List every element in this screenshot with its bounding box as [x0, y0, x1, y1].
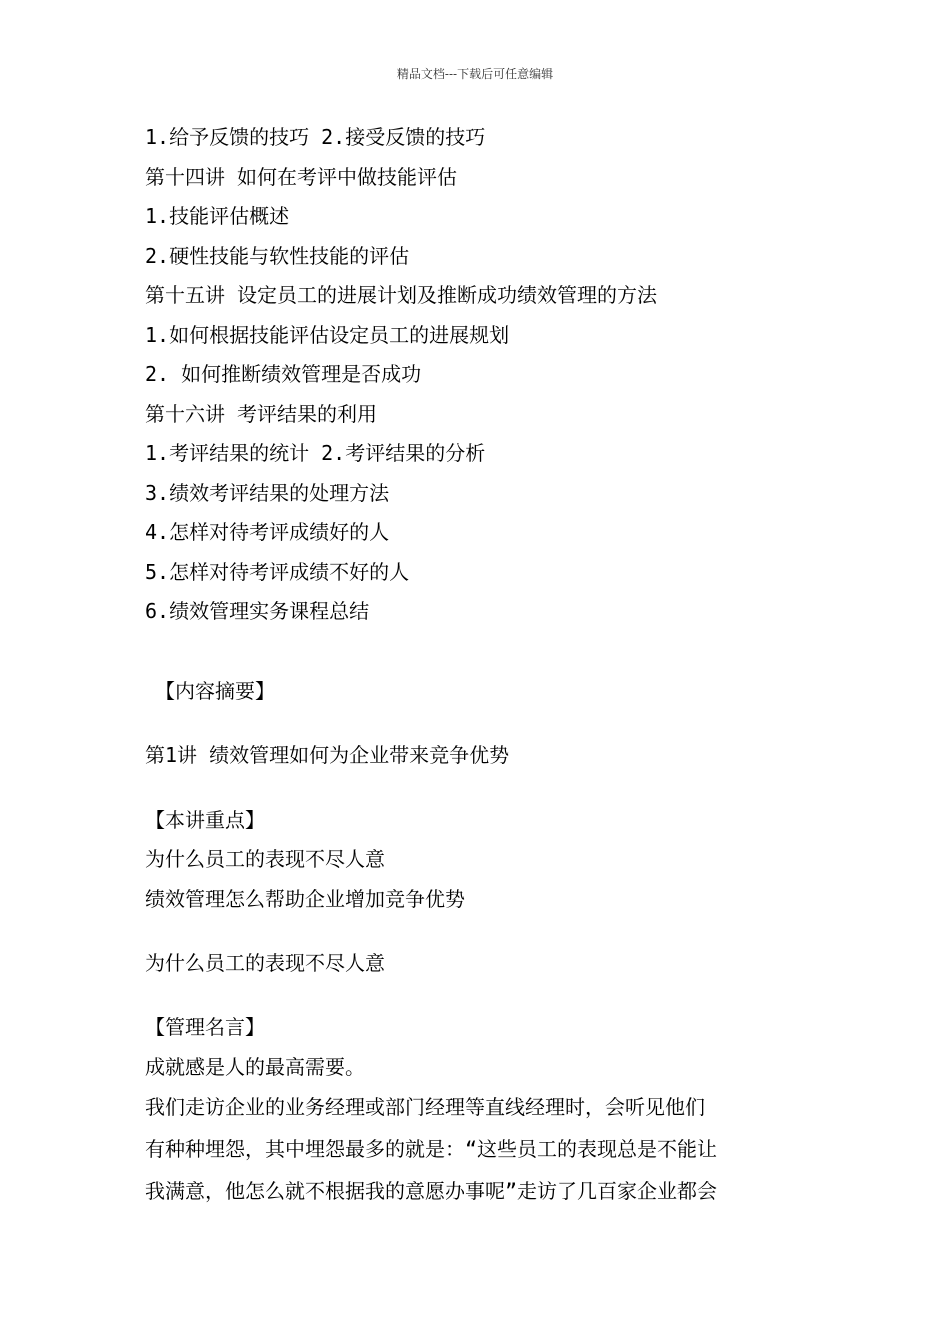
outline-item-9: 5.怎样对待考评成绩不好的人	[145, 560, 410, 584]
page-header: 精品文档---下载后可任意编辑	[396, 67, 554, 81]
outline-item-1: 1.给予反馈的技巧 2.接受反馈的技巧	[145, 125, 486, 149]
lecture-16-title: 第十六讲 考评结果的利用	[145, 402, 378, 426]
paragraph-line-3: 我满意，他怎么就不根据我的意愿办事呢”走访了几百家企业都会	[145, 1179, 718, 1203]
key-points-heading: 【本讲重点】	[145, 808, 265, 832]
lecture-14-title: 第十四讲 如何在考评中做技能评估	[145, 165, 458, 189]
lecture-15-title: 第十五讲 设定员工的进展计划及推断成功绩效管理的方法	[145, 283, 658, 307]
outline-item-6: 1.考评结果的统计 2.考评结果的分析	[145, 441, 486, 465]
key-point-1: 为什么员工的表现不尽人意	[145, 847, 385, 871]
paragraph-line-1: 我们走访企业的业务经理或部门经理等直线经理时，会听见他们	[145, 1095, 705, 1119]
outline-item-7: 3.绩效考评结果的处理方法	[145, 481, 390, 505]
quote-heading: 【管理名言】	[145, 1015, 265, 1039]
outline-item-4: 1.如何根据技能评估设定员工的进展规划	[145, 323, 510, 347]
outline-item-3: 2.硬性技能与软性技能的评估	[145, 244, 410, 268]
outline-item-8: 4.怎样对待考评成绩好的人	[145, 520, 390, 544]
outline-item-5: 2. 如何推断绩效管理是否成功	[145, 362, 422, 386]
section-title: 为什么员工的表现不尽人意	[145, 951, 385, 975]
paragraph-line-2: 有种种埋怨，其中埋怨最多的就是：“这些员工的表现总是不能让	[145, 1137, 718, 1161]
lecture-1-title: 第1讲 绩效管理如何为企业带来竞争优势	[145, 743, 510, 767]
key-point-2: 绩效管理怎么帮助企业增加竞争优势	[145, 887, 465, 911]
outline-item-10: 6.绩效管理实务课程总结	[145, 599, 370, 623]
outline-item-2: 1.技能评估概述	[145, 204, 290, 228]
summary-heading: 【内容摘要】	[155, 679, 275, 703]
quote-text: 成就感是人的最高需要。	[145, 1055, 365, 1079]
